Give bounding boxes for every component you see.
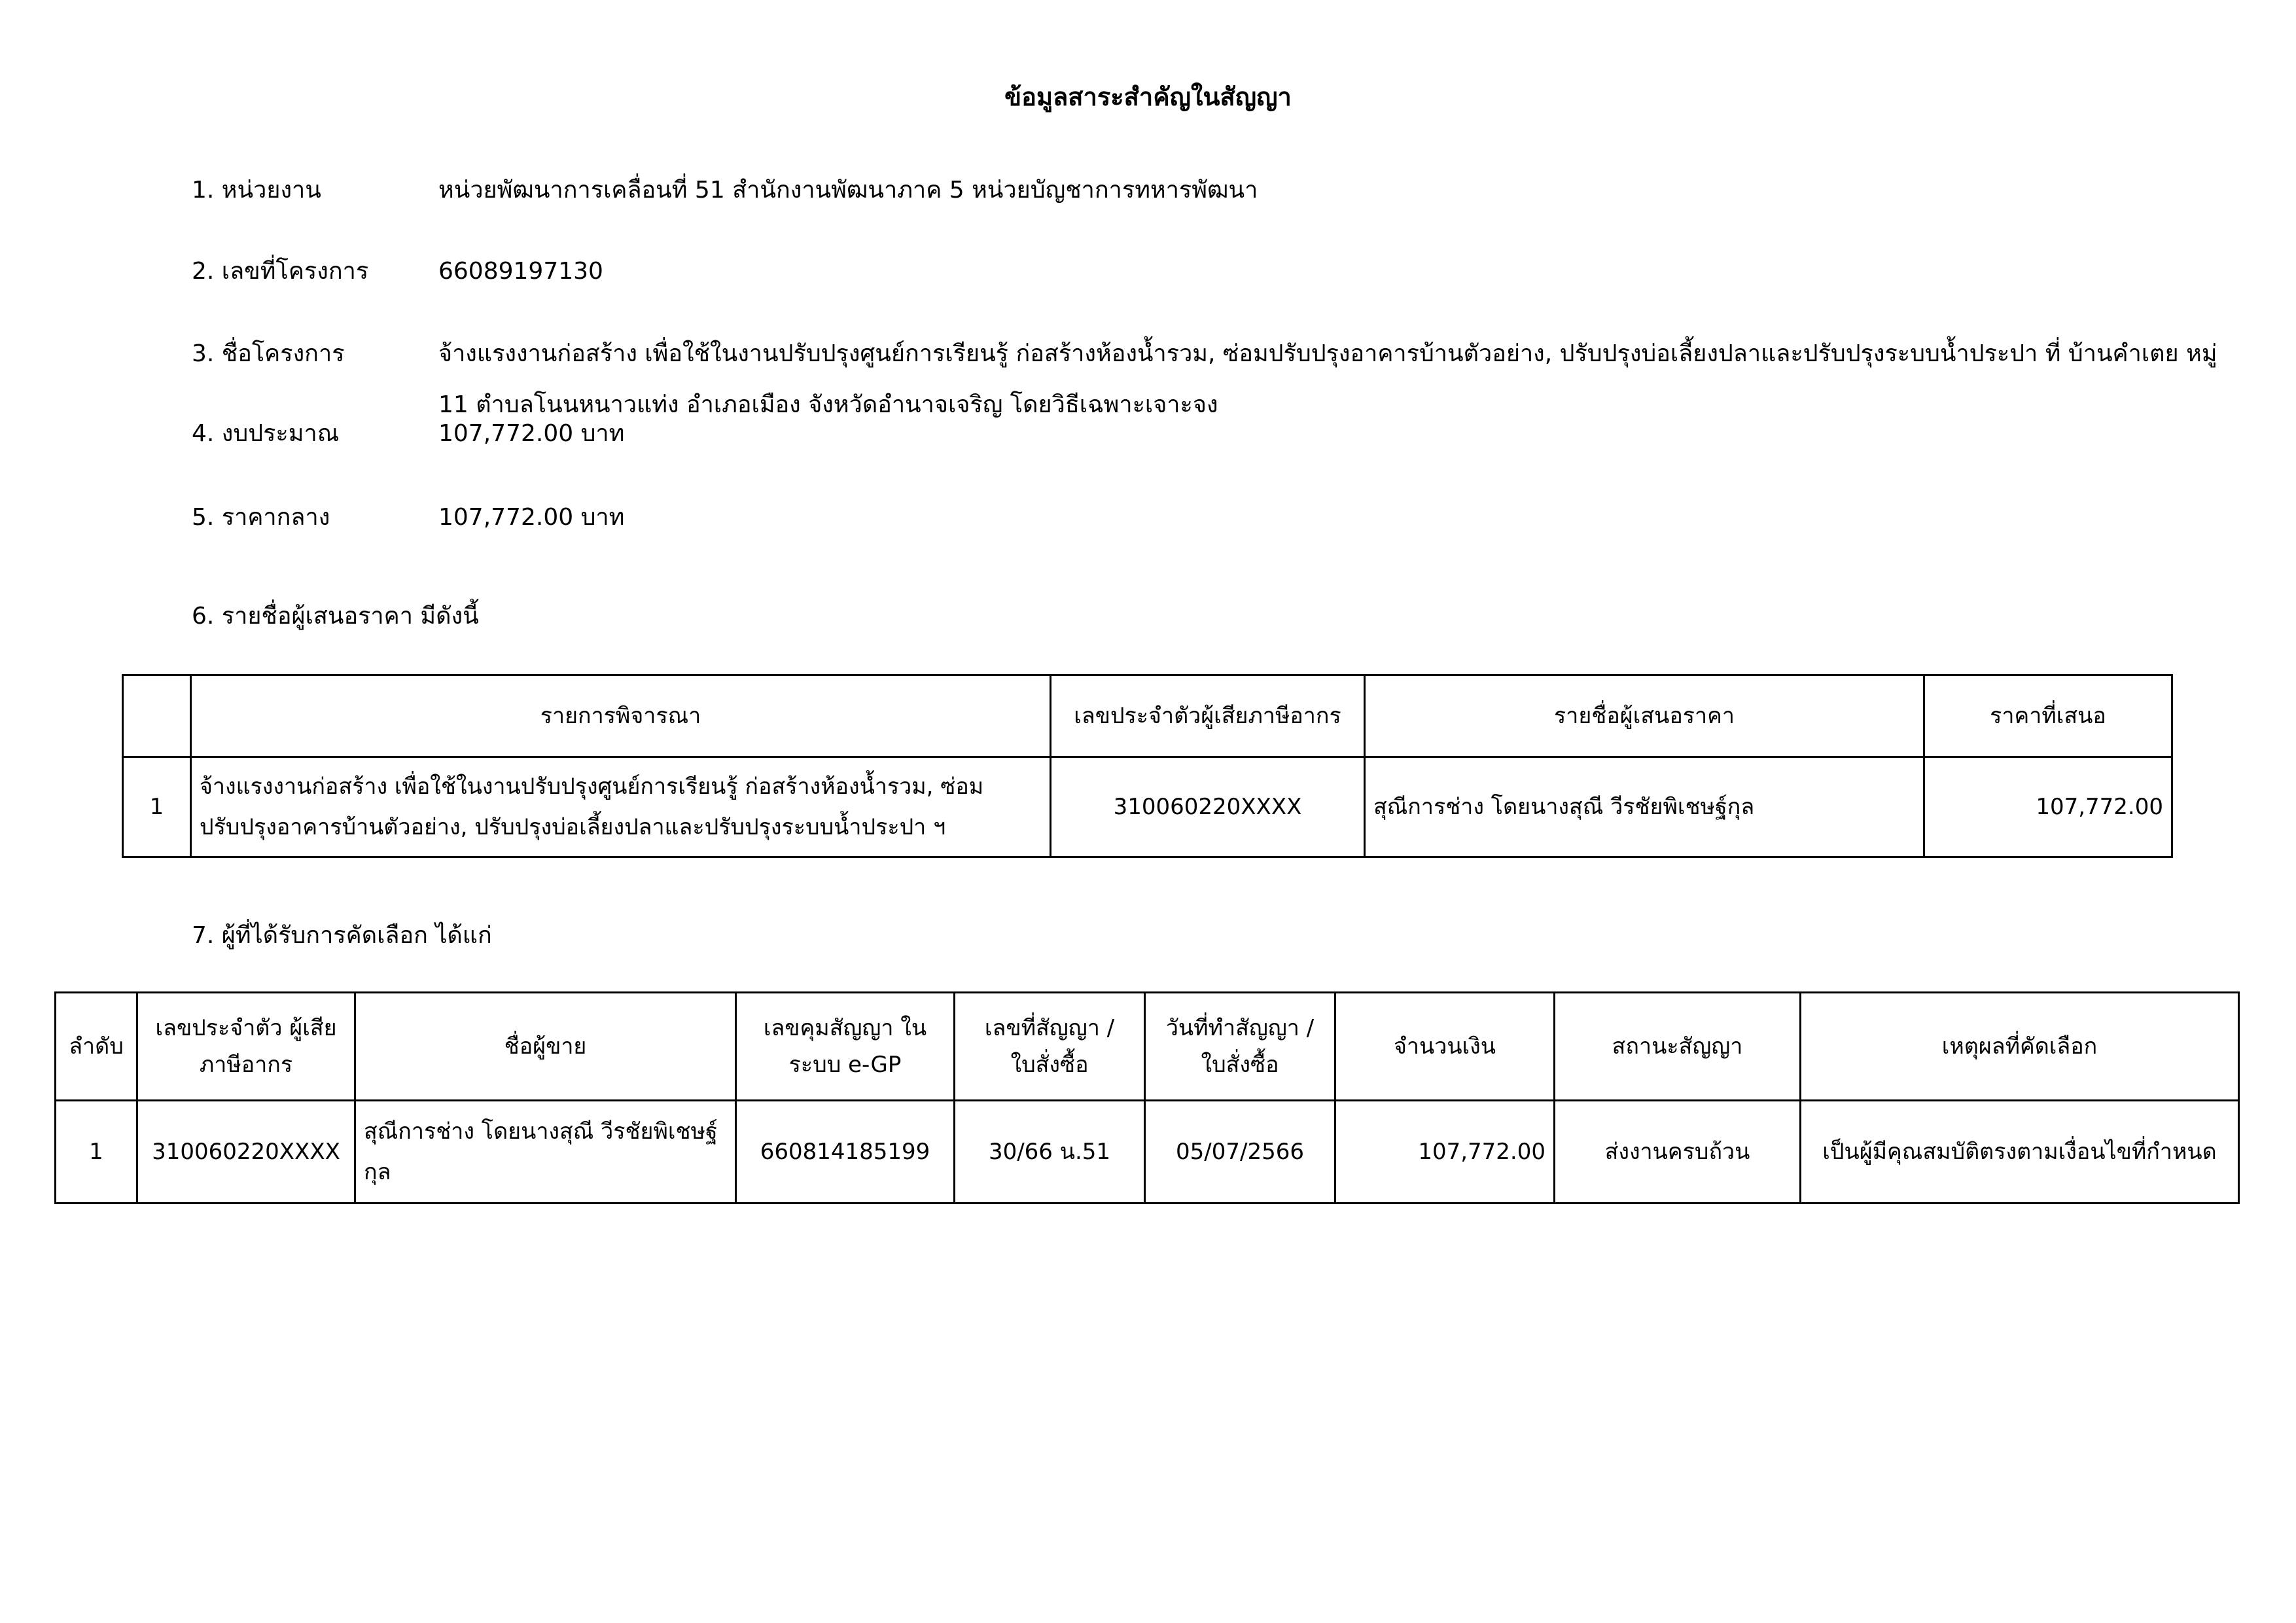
table-header-row [123, 675, 2172, 757]
header-order: ลำดับ [56, 993, 137, 1101]
cell-price: 107,772.00 [1924, 757, 2172, 857]
header-bidder: รายชื่อผู้เสนอราคา [1365, 675, 1924, 757]
header-status: สถานะสัญญา [1555, 993, 1801, 1101]
header-seller: ชื่อผู้ขาย [355, 993, 736, 1101]
header-tax-id: เลขประจำตัวผู้เสียภาษีอากร [1051, 675, 1365, 757]
header-contract-date: วันที่ทำสัญญา / ใบสั่งซื้อ [1145, 993, 1335, 1101]
bidders-table [122, 674, 2173, 858]
field-label-agency: 1. หน่วยงาน [192, 177, 321, 204]
cell-no: 1 [123, 757, 191, 857]
cell-tax-id: 310060220XXXX [1051, 757, 1365, 857]
cell-contract-date: 05/07/2566 [1145, 1101, 1335, 1204]
field-label-project-number: 2. เลขที่โครงการ [192, 258, 369, 285]
section6-heading: 6. รายชื่อผู้เสนอราคา มีดังนี้ [192, 603, 479, 630]
table-row [123, 757, 2172, 857]
header-tax-id: เลขประจำตัว ผู้เสียภาษีอากร [137, 993, 355, 1101]
field-label-median-price: 5. ราคากลาง [192, 504, 330, 531]
header-amount: จำนวนเงิน [1335, 993, 1555, 1101]
cell-item: จ้างแรงงานก่อสร้าง เพื่อใช้ในงานปรับปรุงศูนย์การเรียนรู้ ก่อสร้างห้องน้ำรวม, ซ่อมปรับปรุงอาคารบ้านตัวอย่าง, ปรับปรุงบ่อเลี้ยงปลาและปรับปรุงระบบน้ำประปา ฯ [191, 757, 1051, 857]
cell-status: ส่งงานครบถ้วน [1555, 1101, 1801, 1204]
cell-order: 1 [56, 1101, 137, 1204]
cell-egp-number: 660814185199 [736, 1101, 955, 1204]
header-contract-number: เลขที่สัญญา / ใบสั่งซื้อ [955, 993, 1145, 1101]
field-value-project-number: 66089197130 [438, 258, 603, 285]
field-value-budget: 107,772.00 บาท [438, 420, 625, 447]
winners-table [54, 991, 2240, 1204]
cell-bidder: สุณีการช่าง โดยนางสุณี วีรชัยพิเชษฐ์กุล [1365, 757, 1924, 857]
table-row [56, 1101, 2239, 1204]
cell-tax-id: 310060220XXXX [137, 1101, 355, 1204]
field-value-project-name: จ้างแรงงานก่อสร้าง เพื่อใช้ในงานปรับปรุงศูนย์การเรียนรู้ ก่อสร้างห้องน้ำรวม, ซ่อมปรับปรุงอาคารบ้านตัวอย่าง, ปรับปรุงบ่อเลี้ยงปลาและปรับปรุงระบบน้ำประปา ที่ บ้านคำเตย หมู่ 11 ตำบลโนนหนาวแท่ง อำเภอเมือง จังหวัดอำนาจเจริญ โดยวิธีเฉพาะเจาะจง [438, 340, 2217, 418]
section7-heading: 7. ผู้ที่ได้รับการคัดเลือก ได้แก่ [192, 922, 492, 949]
document-title: ข้อมูลสาระสำคัญในสัญญา [1004, 82, 1292, 111]
header-blank [123, 675, 191, 757]
header-price: ราคาที่เสนอ [1924, 675, 2172, 757]
cell-contract-number: 30/66 น.51 [955, 1101, 1145, 1204]
table-header-row [56, 993, 2239, 1101]
cell-reason: เป็นผู้มีคุณสมบัติตรงตามเงื่อนไขที่กำหนด [1801, 1101, 2239, 1204]
cell-amount: 107,772.00 [1335, 1101, 1555, 1204]
field-value-agency: หน่วยพัฒนาการเคลื่อนที่ 51 สำนักงานพัฒนาภาค 5 หน่วยบัญชาการทหารพัฒนา [438, 177, 1258, 204]
header-item: รายการพิจารณา [191, 675, 1051, 757]
field-label-project-name: 3. ชื่อโครงการ [192, 340, 345, 367]
field-value-median-price: 107,772.00 บาท [438, 504, 625, 531]
cell-seller: สุณีการช่าง โดยนางสุณี วีรชัยพิเชษฐ์กุล [355, 1101, 736, 1204]
header-reason: เหตุผลที่คัดเลือก [1801, 993, 2239, 1101]
field-label-budget: 4. งบประมาณ [192, 420, 340, 447]
header-egp-number: เลขคุมสัญญา ในระบบ e-GP [736, 993, 955, 1101]
